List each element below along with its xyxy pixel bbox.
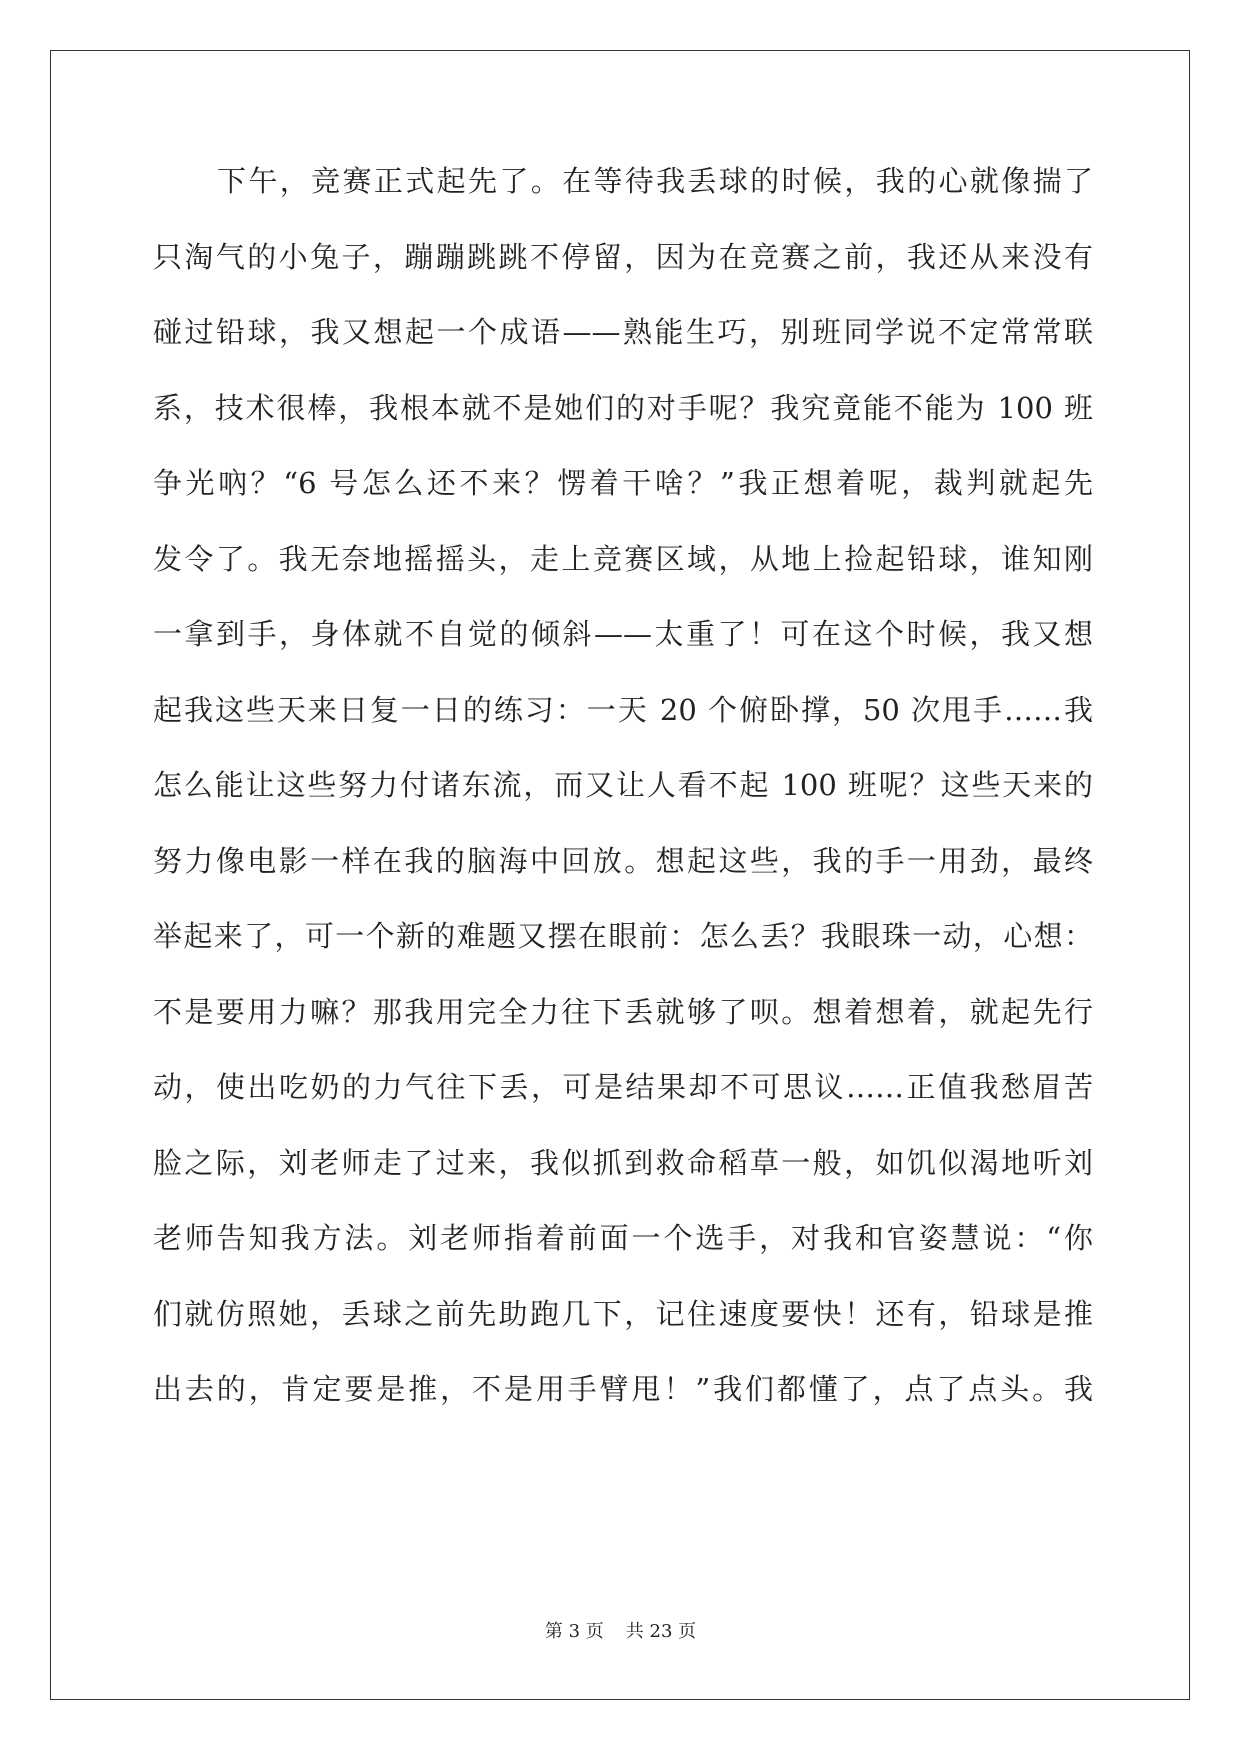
text-line: 只淘气的小兔子，蹦蹦跳跳不停留，因为在竞赛之前，我还从来没有	[153, 239, 1093, 274]
text-line: 不是要用力嘛？那我用完全力往下丢就够了呗。想着想着，就起先行	[153, 994, 1093, 1029]
text-line: 动，使出吃奶的力气往下丢，可是结果却不可思议……正值我愁眉苦	[153, 1070, 1093, 1104]
text-line: 系，技术很棒，我根本就不是她们的对手呢？我究竟能不能为 100 班	[153, 390, 1093, 425]
text-line: 争光吶？“6 号怎么还不来？愣着干啥？”我正想着呢，裁判就起先	[153, 466, 1093, 500]
text-line: 老师告知我方法。刘老师指着前面一个选手，对我和官姿慧说：“你	[153, 1221, 1093, 1255]
text-line: 起我这些天来日复一日的练习：一天 20 个俯卧撑，50 次甩手……我	[153, 692, 1093, 727]
text-line: 碰过铅球，我又想起一个成语——熟能生巧，别班同学说不定常常联	[153, 315, 1093, 349]
text-line: 脸之际，刘老师走了过来，我似抓到救命稻草一般，如饥似渴地听刘	[153, 1145, 1093, 1180]
page-number: 第 3 页	[544, 1621, 604, 1642]
document-body	[153, 162, 1093, 1446]
text-line: 下午，竞赛正式起先了。在等待我丢球的时候，我的心就像揣了	[217, 164, 1093, 198]
text-line: 们就仿照她，丢球之前先助跑几下，记住速度要快！还有，铅球是推	[153, 1296, 1093, 1331]
text-line: 一拿到手，身体就不自觉的倾斜——太重了！可在这个时候，我又想	[153, 617, 1093, 651]
text-line: 努力像电影一样在我的脑海中回放。想起这些，我的手一用劲，最终	[153, 843, 1093, 878]
text-line: 出去的，肯定要是推，不是用手臂甩！”我们都懂了，点了点头。我	[153, 1372, 1093, 1406]
page-footer	[0, 1620, 1241, 1644]
text-line: 怎么能让这些努力付诸东流，而又让人看不起 100 班呢？这些天来的	[153, 768, 1093, 802]
text-line: 发令了。我无奈地摇摇头，走上竞赛区域，从地上捡起铅球，谁知刚	[153, 541, 1093, 576]
page-total: 共 23 页	[625, 1621, 697, 1642]
text-line: 举起来了，可一个新的难题又摆在眼前：怎么丢？我眼珠一动，心想：	[153, 919, 1093, 953]
